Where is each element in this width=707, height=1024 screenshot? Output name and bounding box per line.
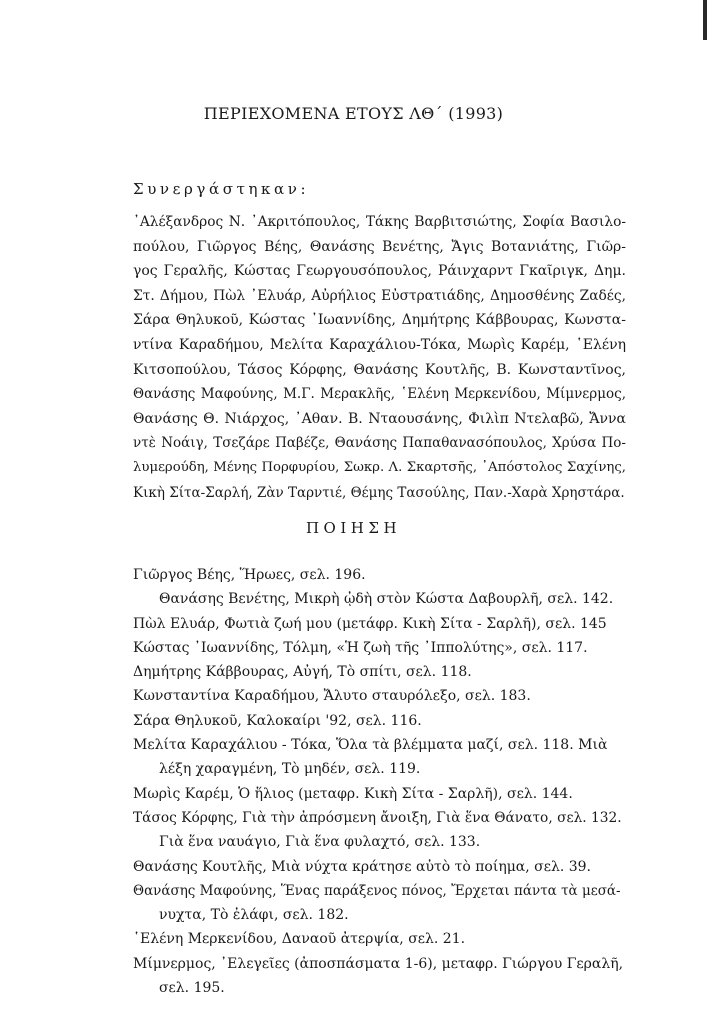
poetry-entry	[133, 879, 626, 928]
poetry-entry-continuation: νυχτα, Τὸ ἐλάφι, σελ. 182.	[159, 907, 349, 924]
contributors-line: γος Γεραλῆς, Κώστας Γεωργουσόπουλος, Ράινχαρντ Γκαῖριγκ, Δημ.	[133, 263, 626, 280]
poetry-entry	[133, 636, 626, 660]
poetry-entry	[133, 733, 626, 782]
poetry-entry-continuation: Γιὰ ἕνα ναυάγιο, Γιὰ ἕνα φυλαχτό, σελ. 133.	[159, 834, 481, 851]
poetry-entry	[133, 952, 626, 1001]
contributors-heading: Συνεργάστηκαν:	[133, 180, 310, 198]
page-title: ΠΕΡΙΕΧΟΜΕΝΑ ΕΤΟΥΣ ΛΘ΄ (1993)	[203, 104, 504, 123]
poetry-entry-continuation: σελ. 195.	[159, 980, 225, 997]
poetry-entry-continuation: λέξη χαραγμένη, Τὸ μηδέν, σελ. 119.	[159, 761, 421, 778]
contributors-line: Θανάσης Θ. Νιάρχος, ᾿Αθαν. Β. Νταουσάνης, Φιλὶπ Ντελαβῶ, Ἄννα	[133, 410, 626, 427]
contributors-line: Σάρα Θηλυκοῦ, Κώστας ᾿Ιωαννίδης, Δημήτρης Κάββουρας, Κωνστα-	[133, 312, 626, 329]
poetry-entry-text: ῾Ελένη Μερκενίδου, Δαναοῦ ἀτερψία, σελ. 21.	[133, 931, 466, 948]
contributors-line: Κικὴ Σίτα-Σαρλή, Ζὰν Ταρντιέ, Θέμης Τασούλης, Παν.-Χαρὰ Χρηστάρα.	[133, 484, 625, 501]
poetry-entry	[133, 806, 626, 855]
poetry-entry-text: Θανάσης Βενέτης, Μικρὴ ᾠδὴ στὸν Κώστα Δαβουρλῆ, σελ. 142.	[159, 591, 614, 608]
poetry-entry	[133, 563, 626, 587]
contributors-list	[133, 210, 626, 505]
poetry-entry	[133, 612, 626, 636]
poetry-entry-text: Γιῶργος Βέης, Ἥρωες, σελ. 196.	[133, 567, 366, 583]
contributors-line: Θανάσης Μαφούνης, Μ.Γ. Μερακλῆς, ῾Ελένη Μερκενίδου, Μίμνερμος,	[133, 386, 626, 403]
poetry-entry-text: Τάσος Κόρφης, Γιὰ τὴν ἀπρόσμενη ἄνοιξη, Γιὰ ἕνα Θάνατο, σελ. 132.	[133, 809, 622, 826]
poetry-entry-text: Μελίτα Καραχάλιου - Τόκα, Ὅλα τὰ βλέμματα μαζί, σελ. 118. Μιὰ	[133, 737, 608, 754]
poetry-entry	[133, 855, 626, 879]
contributors-line: λυμερούδη, Μένης Πορφυρίου, Σωκρ. Λ. Σκαρτσῆς, ᾿Απόστολος Σαχίνης,	[133, 459, 626, 475]
poetry-entry-text: Κωνσταντίνα Καραδήμου, Ἄλυτο σταυρόλεξο, σελ. 183.	[133, 688, 531, 705]
contributors-line: ᾿Αλέξανδρος Ν. ᾿Ακριτόπουλος, Τάκης Βαρβιτσιώτης, Σοφία Βασιλο-	[133, 214, 626, 230]
poetry-entry	[133, 927, 626, 951]
poetry-entry-text: Πὼλ Ελυάρ, Φωτιὰ ζωή μου (μετάφρ. Κικὴ Σίτα - Σαρλῆ), σελ. 145	[133, 615, 607, 632]
poetry-entry-text: Μίμνερμος, ᾿Ελεγεῖες (ἀποσπάσματα 1-6), μεταφρ. Γιώργου Γεραλῆ,	[133, 955, 624, 972]
poetry-entry-text: Σάρα Θηλυκοῦ, Καλοκαίρι '92, σελ. 116.	[133, 712, 422, 729]
poetry-entry	[133, 684, 626, 708]
contributors-line: ντὲ Νοάιγ, Τσεζάρε Παβέζε, Θανάσης Παπαθανασόπουλος, Χρύσα Πο-	[133, 435, 626, 452]
poetry-entry-text: Μωρὶς Καρέμ, Ὁ ἥλιος (μεταφρ. Κικὴ Σίτα - Σαρλῆ), σελ. 144.	[133, 785, 573, 802]
contributors-line: πούλου, Γιῶργος Βέης, Θανάσης Βενέτης, Ἄγις Βοτανιάτης, Γιῶρ-	[133, 238, 626, 255]
poetry-entry	[133, 709, 626, 733]
poetry-section-heading: ΠΟΙΗΣΗ	[305, 519, 402, 537]
contributors-line: ντίνα Καραδήμου, Μελίτα Καραχάλιου-Τόκα, Μωρὶς Καρέμ, ῾Ελένη	[133, 336, 626, 353]
scan-edge-mark	[703, 0, 707, 40]
poetry-entry-text: Θανάσης Κουτλῆς, Μιὰ νύχτα κράτησε αὐτὸ τὸ ποίημα, σελ. 39.	[133, 858, 592, 875]
contributors-line: Κιτσοπούλου, Τάσος Κόρφης, Θανάσης Κουτλῆς, Β. Κωνσταντῖνος,	[133, 361, 626, 378]
poetry-entry-text: Δημήτρης Κάββουρας, Αὐγή, Τὸ σπίτι, σελ. 118.	[133, 664, 472, 681]
contributors-line: Στ. Δήμου, Πὼλ ᾿Ελυάρ, Αὐρήλιος Εὐστρατιάδης, Δημοσθένης Ζαδές,	[133, 287, 626, 304]
poetry-entry	[133, 660, 626, 684]
poetry-entry-text: Θανάσης Μαφούνης, Ἕνας παράξενος πόνος, Ἔρχεται πάντα τὰ μεσά-	[133, 882, 621, 899]
poetry-entries-list	[133, 563, 626, 1000]
poetry-entry-text: Κώστας ᾿Ιωαννίδης, Τόλμη, «Ἡ ζωὴ τῆς ᾿Ιππολύτης», σελ. 117.	[133, 639, 588, 656]
poetry-entry	[133, 587, 626, 611]
poetry-entry	[133, 782, 626, 806]
